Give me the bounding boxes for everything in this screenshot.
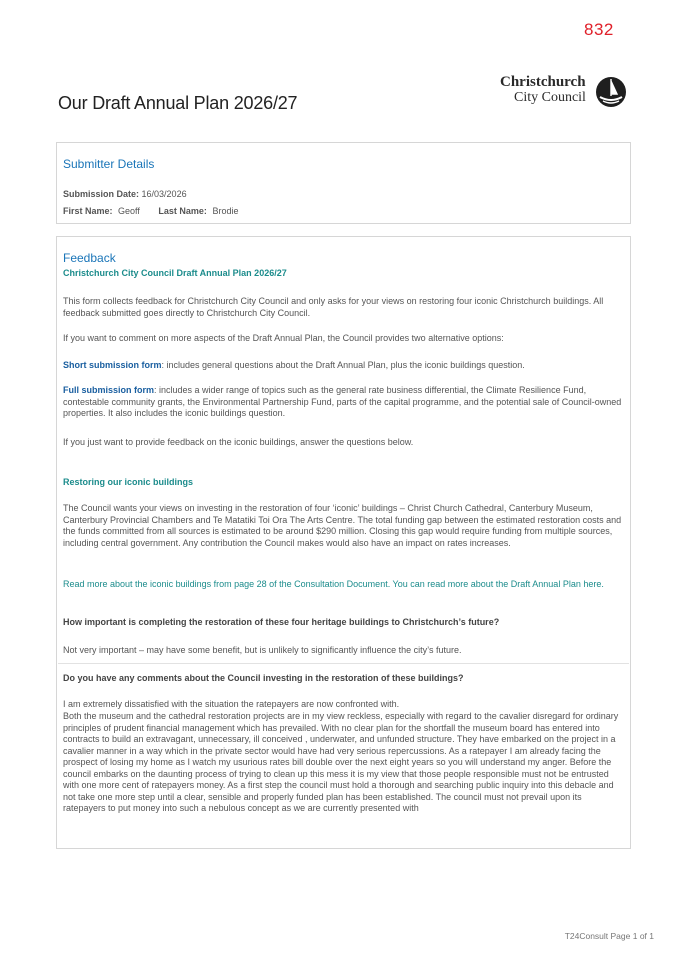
feedback-panel <box>56 236 631 849</box>
council-emblem-icon <box>595 76 627 108</box>
submission-date-value: 16/03/2026 <box>141 189 187 199</box>
first-name-value: Geoff <box>118 206 140 216</box>
panel-bottom-border <box>56 848 631 849</box>
intro-paragraph-1: This form collects feedback for Christchurch City Council and only asks for your views on restoring four iconic Christchurch buildings. All feedback submitted goes directly to Christchurch City Council. <box>63 296 604 318</box>
answer-2-line-1: I am extremely dissatisfied with the situation the ratepayers are now confronted with. <box>63 699 400 709</box>
page-number-stamp: 832 <box>584 20 614 39</box>
intro-paragraph-2: If you want to comment on more aspects of the Draft Annual Plan, the Council provides two alternative options: <box>63 333 504 343</box>
read-more-link[interactable]: Read more about the iconic buildings from page 28 of the Consultation Document. You can read more about the Draft Annual Plan here. <box>63 579 604 589</box>
short-form-paragraph <box>63 360 623 372</box>
last-name-value: Brodie <box>212 206 239 216</box>
feedback-heading: Feedback <box>63 251 116 265</box>
logo-line1: Christchurch <box>500 74 586 90</box>
restoring-heading: Restoring our iconic buildings <box>63 477 194 487</box>
feedback-subheading: Christchurch City Council Draft Annual Plan 2026/27 <box>63 268 287 278</box>
question-1: How important is completing the restoration of these four heritage buildings to Christchurch’s future? <box>63 617 500 627</box>
short-form-text: : includes general questions about the Draft Annual Plan, plus the iconic buildings question. <box>161 360 525 370</box>
divider <box>58 663 629 664</box>
page-title: Our Draft Annual Plan 2026/27 <box>58 93 298 113</box>
full-form-text: : includes a wider range of topics such as the general rate business differential, the Climate Resilience Fund, contestable community grants, the Environmental Partnership Fund, parts of the capital programme, and the potential sale of Council-owned properties. It also includes the iconic buildings question. <box>63 385 622 418</box>
name-row <box>63 206 238 216</box>
council-logo <box>495 74 627 110</box>
submission-date-row <box>63 189 187 199</box>
restoring-paragraph: The Council wants your views on investing in the restoration of four ‘iconic’ buildings – Christ Church Cathedral, Canterbury Museum, Canterbury Provincial Chambers and Te Matatiki Toi Ora The Arts Centre. The total funding gap between the estimated restoration costs and the funds committed from all sources is estimated to be around $290 million. Closing this gap would require funding from multiple sources, including central government. Any contribution the Council makes would also have an impact on rates increases. <box>63 503 622 548</box>
page-footer: T24Consult Page 1 of 1 <box>564 931 654 941</box>
first-name-label: First Name: <box>63 206 113 216</box>
short-form-link[interactable]: Short submission form <box>63 360 162 370</box>
submitter-heading: Submitter Details <box>63 157 155 171</box>
submitter-details-panel <box>56 142 631 224</box>
intro-paragraph-3: If you just want to provide feedback on the iconic buildings, answer the questions below. <box>63 437 414 447</box>
answer-1: Not very important – may have some benefit, but is unlikely to significantly influence the city’s future. <box>63 645 462 655</box>
logo-line2: City Council <box>514 90 586 105</box>
question-2: Do you have any comments about the Council investing in the restoration of these buildings? <box>63 673 464 683</box>
answer-2-body: Both the museum and the cathedral restoration projects are in my view reckless, especially with regard to the cavalier disregard for ordinary principles of prudent financial management which has prevailed. With no clear plan for the shortfall the museum board has entered into contracts to build an extravagant, unnecessary, ill conceived , underwater, and unfunded structure. They have embarked on the project in a cavalier manner in a way which in the private sector would have had very serious repercussions. As a ratepayer I am already facing the prospect of losing my home as I watch my usurious rates bill double over the next eight years so you will understand my anger. Before the council embarks on the daunting process of trying to clean up this mess it is my view that those people responsible must not be entrusted with one more cent of ratepayers money. As a first step the council must hold a thorough and searching public inquiry into this debacle and not take one more step until a clear, sensible and properly funded plan has been established. The council must not prevail upon its ratepayers to put money into such a nebulous concept as we are currently presented with <box>63 711 619 813</box>
full-form-paragraph <box>63 385 623 420</box>
full-form-link[interactable]: Full submission form <box>63 385 155 395</box>
last-name-label: Last Name: <box>158 206 207 216</box>
submission-date-label: Submission Date: <box>63 189 140 199</box>
